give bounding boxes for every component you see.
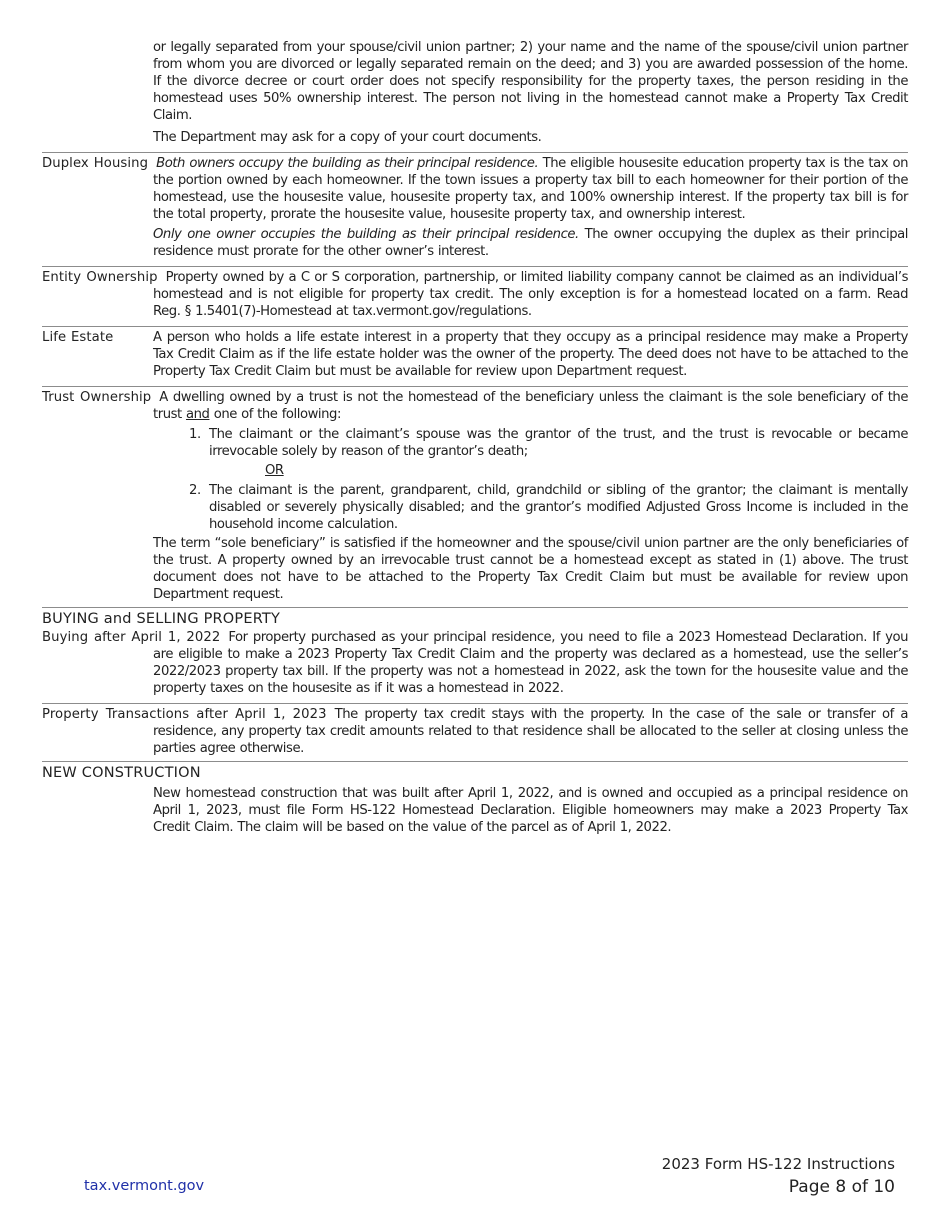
duplex-italic-1: Both owners occupy the building as their principal residence. [156, 156, 539, 171]
or-separator: OR [265, 463, 284, 478]
trust-and-word: and [185, 407, 210, 422]
trust-conditions-list-2 [153, 482, 908, 533]
trust-text-after: one of the following: [209, 407, 341, 422]
life-estate-text: A person who holds a life estate interest in a property that they occupy as a principal residence may make a Property Tax Credit Claim as if the life estate holder was the owner of the property. The deed does not have to be attached to the Property Tax Credit Claim but must be available for review upon Department request. [153, 330, 908, 379]
new-construction-heading: NEW CONSTRUCTION [42, 761, 908, 783]
intro-note: The Department may ask for a copy of your court documents. [153, 130, 542, 145]
form-title: 2023 Form HS-122 Instructions [661, 1155, 895, 1173]
duplex-italic-2: Only one owner occupies the building as their principal residence. [153, 227, 579, 242]
list-item-number: 2. [189, 483, 201, 498]
list-item [189, 426, 908, 460]
buying-entry [42, 629, 908, 697]
buying-text: For property purchased as your principal residence, you need to file a 2023 Homestead Declaration. If you are eligible to make a 2023 Property Tax Credit Claim and the property was declared as a homestead, use the seller’s 2022/2023 property tax bill. If the property was not a homestead in 2022, ask the town for the housesite value and the property taxes on the housesite as if it was a homestead in 2022. [153, 630, 908, 696]
duplex-housing-entry [42, 152, 908, 260]
new-construction-text: New homestead construction that was built after April 1, 2022, and is owned and occupied as a principal residence on April 1, 2023, must file Form HS-122 Homestead Declaration. Eligible homeowners may make a 2023 Property Tax Credit Claim. The claim will be based on the value of the parcel as of April 1, 2022. [153, 786, 908, 835]
list-item-text: The claimant is the parent, grandparent, child, grandchild or sibling of the grantor; the claimant is mentally disabled or severely physically disabled; and the grantor’s modified Adjusted Gross Income is included in the household income calculation. [209, 483, 908, 532]
buying-term: Buying after April 1, 2022 [42, 630, 221, 645]
footer-right [662, 1153, 895, 1199]
trust-conditions-list [153, 426, 908, 460]
duplex-text-2: The owner occupying the duplex as their principal residence must prorate for the other owner’s interest. [153, 227, 908, 259]
trust-ownership-term: Trust Ownership [42, 390, 152, 405]
buying-selling-heading: BUYING and SELLING PROPERTY [42, 607, 908, 629]
entity-ownership-term: Entity Ownership [42, 270, 158, 285]
list-item-number: 1. [189, 427, 201, 442]
trust-ownership-entry [42, 386, 908, 603]
page-content [42, 39, 908, 836]
intro-paragraph: or legally separated from your spouse/civil union partner; 2) your name and the name of the spouse/civil union partner from whom you are divorced or legally separated remain on the deed; and 3) you are awarded possession of the home. If the divorce decree or court order does not specify responsibility for the property taxes, the person residing in the homestead uses 50% ownership interest. The person not living in the homestead cannot make a Property Tax Credit Claim. [153, 40, 908, 123]
list-item-text: The claimant or the claimant’s spouse was the grantor of the trust, and the trust is revocable or became irrevocable solely by reason of the grantor’s death; [209, 427, 908, 459]
entity-ownership-entry [42, 266, 908, 320]
transactions-text: The property tax credit stays with the property. In the case of the sale or transfer of a residence, any property tax credit amounts related to that residence shall be allocated to the seller at closing unless the parties agree otherwise. [153, 707, 909, 756]
duplex-text-1: The eligible housesite education property tax is the tax on the portion owned by each homeowner. If the town issues a property tax bill to each homeowner for their portion of the homestead, use the housesite value, housesite property tax, and 100% ownership interest. If the property tax bill is for the total property, prorate the housesite value, housesite property tax, and ownership interest. [153, 156, 908, 222]
trust-text-before: A dwelling owned by a trust is not the homestead of the beneficiary unless the claimant is the sole beneficiary of the trust [153, 390, 908, 422]
transactions-term: Property Transactions after April 1, 2023 [42, 707, 327, 722]
life-estate-entry [42, 326, 908, 380]
transactions-entry [42, 703, 908, 757]
trust-closing-text: The term “sole beneficiary” is satisfied if the homeowner and the spouse/civil union partner are the only beneficiaries of the trust. A property owned by an irrevocable trust cannot be a homestead except as stated in (1) above. The trust document does not have to be attached to the Property Tax Credit Claim but must be available for review upon Department request. [153, 536, 908, 602]
website-link[interactable]: tax.vermont.gov [84, 1178, 205, 1194]
life-estate-term: Life Estate [42, 330, 114, 345]
list-item [189, 482, 908, 533]
entity-ownership-text: Property owned by a C or S corporation, partnership, or limited liability company cannot be claimed as an individual’s homestead and is not eligible for property tax credit. The only exception is for a homestead located on a farm. Read Reg. § 1.5401(7)-Homestead at tax.vermont.gov/regulations. [153, 270, 908, 319]
page-number: Page 8 of 10 [788, 1177, 895, 1197]
duplex-housing-term: Duplex Housing [42, 156, 149, 171]
